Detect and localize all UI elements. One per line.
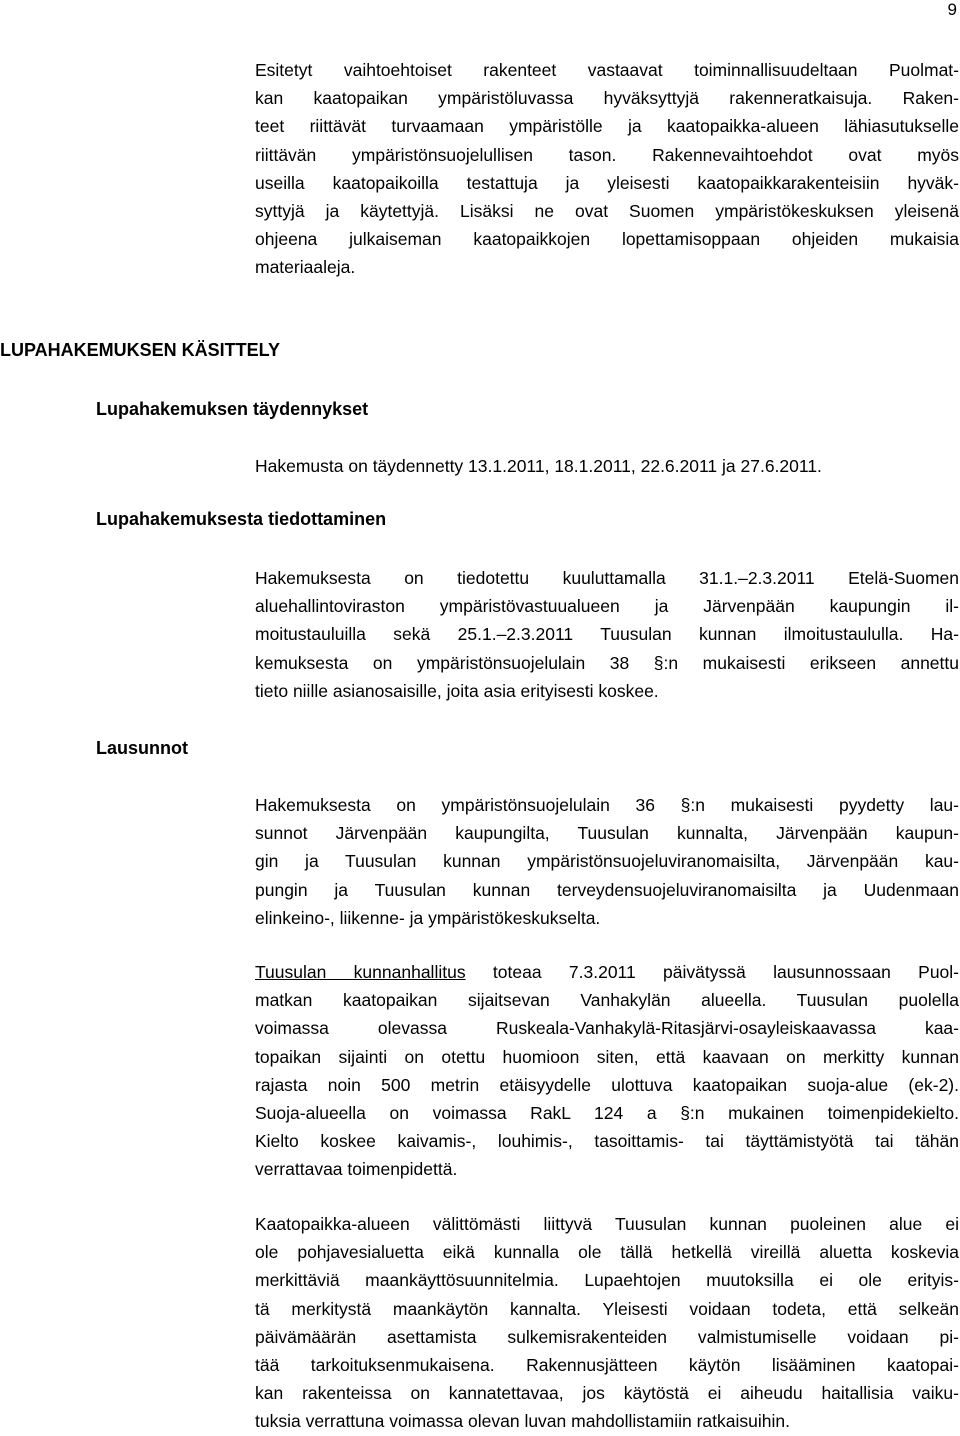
page-number: 9 (947, 0, 957, 19)
paragraph-line-rest: toteaa 7.3.2011 päivätyssä lausunnossaan Puol- (465, 962, 960, 982)
paragraph-line: verrattavaa toimenpidettä. (255, 1159, 458, 1180)
paragraph-line: syttyjä ja käytettyjä. Lisäksi ne ovat Suomen ympäristökeskuksen yleisenä (255, 201, 959, 222)
paragraph-line: useilla kaatopaikoilla testattuja ja yleisesti kaatopaikkarakenteisiin hyväk- (255, 172, 959, 193)
paragraph-line: tuksia verrattuna voimassa olevan luvan mahdollistamiin ratkaisuihin. (255, 1411, 790, 1432)
paragraph-line: aluehallintoviraston ympäristövastuualueen ja Järvenpään kaupungin il- (255, 596, 959, 617)
paragraph-line: ohjeena julkaiseman kaatopaikkojen lopettamisoppaan ohjeiden mukaisia (255, 229, 959, 250)
paragraph-line: Kielto koskee kaivamis-, louhimis-, tasoittamis- tai täyttämistyötä tai tähän (255, 1131, 959, 1152)
intro-paragraph (255, 56, 959, 282)
supplements-heading: Lupahakemuksen täydennykset (96, 399, 369, 419)
paragraph-line: voimassa olevassa Ruskeala-Vanhakylä-Ritasjärvi-osayleiskaavassa kaa- (255, 1018, 959, 1039)
paragraph-line: pungin ja Tuusulan kunnan terveydensuojeluviranomaisilta ja Uudenmaan (255, 879, 959, 900)
paragraph-line: gin ja Tuusulan kunnan ympäristönsuojeluviranomaisilta, Järvenpään kau- (255, 851, 959, 872)
paragraph-line: Kaatopaikka-alueen välittömästi liittyvä Tuusulan kunnan puoleinen alue ei (255, 1214, 959, 1234)
paragraph-line: Suoja-alueella on voimassa RakL 124 a §:n mukainen toimenpidekielto. (255, 1103, 959, 1124)
section-heading: LUPAHAKEMUKSEN KÄSITTELY (0, 340, 281, 360)
paragraph-line: tää tarkoituksenmukaisena. Rakennusjätteen käytön lisääminen kaatopai- (255, 1355, 959, 1376)
paragraph-line: ole pohjavesialuetta eikä kunnalla ole tällä hetkellä vireillä aluetta koskevia (255, 1242, 959, 1263)
statements-heading: Lausunnot (96, 738, 188, 758)
paragraph-line: materiaaleja. (255, 257, 356, 278)
paragraph-line: Hakemuksesta on ympäristönsuojelulain 36 §:n mukaisesti pyydetty lau- (255, 795, 959, 815)
paragraph-line: merkittäviä maankäyttösuunnitelmia. Lupaehtojen muutoksilla ei ole erityis- (255, 1270, 959, 1291)
notification-heading: Lupahakemuksesta tiedottaminen (96, 509, 387, 529)
paragraph-line: päivämäärän asettamista sulkemisrakenteiden valmistumiselle voidaan pi- (255, 1326, 959, 1347)
paragraph-line: moitustauluilla sekä 25.1.–2.3.2011 Tuusulan kunnan ilmoitustaululla. Ha- (255, 624, 959, 645)
paragraph-line: kemuksesta on ympäristönsuojelulain 38 §:n mukaisesti erikseen annettu (255, 652, 959, 673)
paragraph-line: Esitetyt vaihtoehtoiset rakenteet vastaavat toiminnallisuudeltaan Puolmat- (255, 60, 959, 80)
statements-paragraph-2 (255, 958, 959, 1184)
paragraph-line: tieto niille asianosaisille, joita asia erityisesti koskee. (255, 680, 659, 701)
statements-paragraph-1 (255, 791, 959, 932)
paragraph-line: kan kaatopaikan ympäristöluvassa hyväksyttyjä rakenneratkaisuja. Raken- (255, 88, 959, 109)
paragraph-line: elinkeino-, liikenne- ja ympäristökeskukselta. (255, 907, 601, 928)
authority-name: Tuusulan kunnanhallitus (255, 962, 466, 982)
paragraph-line: rajasta noin 500 metrin etäisyydelle ulottuva kaatopaikan suoja-alue (ek-2). (255, 1074, 959, 1095)
supplements-text (255, 452, 959, 480)
paragraph-line: tä merkitystä maankäytön kannalta. Yleisesti voidaan todeta, että selkeän (255, 1298, 959, 1319)
paragraph-line: Hakemusta on täydennetty 13.1.2011, 18.1.2011, 22.6.2011 ja 27.6.2011. (255, 456, 822, 476)
notification-paragraph (255, 564, 959, 705)
paragraph-line: sunnot Järvenpään kaupungilta, Tuusulan kunnalta, Järvenpään kaupun- (255, 823, 959, 844)
paragraph-line: matkan kaatopaikan sijaitsevan Vanhakylän alueella. Tuusulan puolella (255, 990, 959, 1011)
paragraph-line: Hakemuksesta on tiedotettu kuuluttamalla 31.1.–2.3.2011 Etelä-Suomen (255, 568, 959, 588)
statements-paragraph-3 (255, 1210, 959, 1436)
paragraph-line: teet riittävät turvaamaan ympäristölle ja kaatopaikka-alueen lähiasutukselle (255, 116, 959, 137)
paragraph-line: topaikan sijainti on otettu huomioon siten, että kaavaan on merkitty kunnan (255, 1046, 959, 1067)
paragraph-line: riittävän ympäristönsuojelullisen tason. Rakennevaihtoehdot ovat myös (255, 144, 959, 165)
paragraph-line: kan rakenteissa on kannatettavaa, jos käytöstä ei aiheudu haitallisia vaiku- (255, 1383, 959, 1404)
paragraph-line (255, 958, 959, 986)
